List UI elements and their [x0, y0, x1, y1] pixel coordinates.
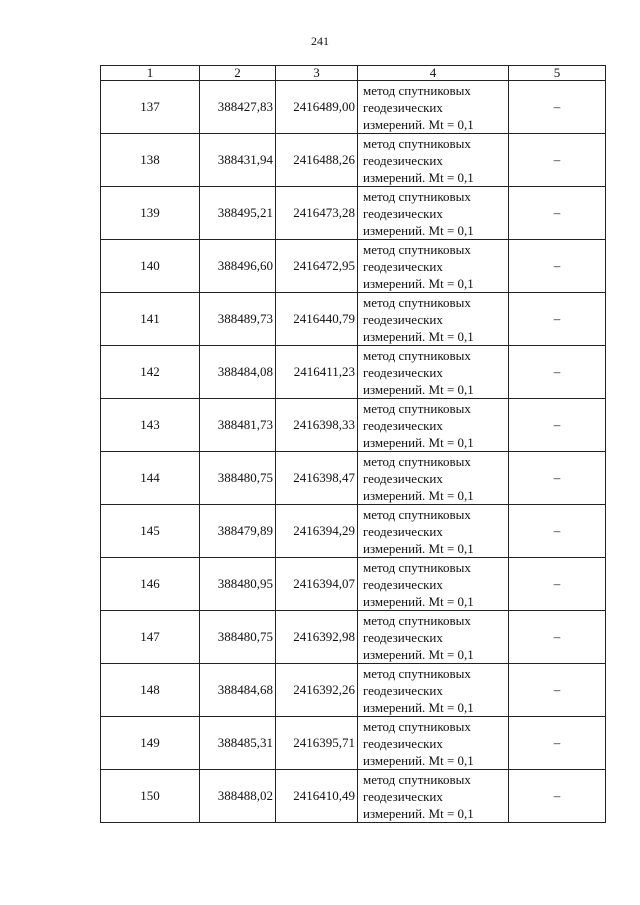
method-line: метод спутниковых: [363, 506, 471, 522]
x-coordinate-cell: 388484,08: [200, 346, 276, 399]
method-line: геодезических: [363, 152, 443, 168]
point-number-cell: 138: [101, 134, 200, 187]
page-number: 241: [311, 34, 329, 48]
method-cell: [358, 664, 509, 717]
method-cell: [358, 346, 509, 399]
method-line: метод спутниковых: [363, 612, 471, 628]
point-number-cell: 146: [101, 558, 200, 611]
method-line: геодезических: [363, 470, 443, 486]
y-coordinate-cell: 2416394,29: [276, 505, 358, 558]
y-coordinate-cell: 2416398,33: [276, 399, 358, 452]
x-coordinate-cell: 388488,02: [200, 770, 276, 823]
method-cell: [358, 717, 509, 770]
note-cell: –: [509, 505, 606, 558]
method-line: измерений. Mt = 0,1: [363, 540, 474, 556]
method-line: измерений. Mt = 0,1: [363, 116, 474, 132]
x-coordinate-cell: 388480,75: [200, 611, 276, 664]
y-coordinate-cell: 2416440,79: [276, 293, 358, 346]
note-cell: –: [509, 452, 606, 505]
header-col-1: 1: [101, 66, 200, 81]
point-number-cell: 145: [101, 505, 200, 558]
table-row: [101, 81, 606, 134]
y-coordinate-cell: 2416411,23: [276, 346, 358, 399]
method-line: геодезических: [363, 311, 443, 327]
method-line: измерений. Mt = 0,1: [363, 805, 474, 821]
method-line: измерений. Mt = 0,1: [363, 381, 474, 397]
method-line: метод спутниковых: [363, 665, 471, 681]
x-coordinate-cell: 388480,95: [200, 558, 276, 611]
y-coordinate-cell: 2416395,71: [276, 717, 358, 770]
y-coordinate-cell: 2416488,26: [276, 134, 358, 187]
table-row: [101, 611, 606, 664]
note-cell: –: [509, 81, 606, 134]
table-row: [101, 664, 606, 717]
method-line: метод спутниковых: [363, 718, 471, 734]
table-row: [101, 134, 606, 187]
point-number-cell: 149: [101, 717, 200, 770]
point-number-cell: 141: [101, 293, 200, 346]
note-cell: –: [509, 399, 606, 452]
method-cell: [358, 770, 509, 823]
y-coordinate-cell: 2416398,47: [276, 452, 358, 505]
y-coordinate-cell: 2416472,95: [276, 240, 358, 293]
method-line: геодезических: [363, 788, 443, 804]
method-line: метод спутниковых: [363, 771, 471, 787]
method-cell: [358, 611, 509, 664]
method-cell: [358, 452, 509, 505]
table-row: [101, 399, 606, 452]
method-line: геодезических: [363, 258, 443, 274]
point-number-cell: 144: [101, 452, 200, 505]
method-line: метод спутниковых: [363, 347, 471, 363]
x-coordinate-cell: 388431,94: [200, 134, 276, 187]
method-line: метод спутниковых: [363, 400, 471, 416]
x-coordinate-cell: 388427,83: [200, 81, 276, 134]
table-row: [101, 240, 606, 293]
point-number-cell: 143: [101, 399, 200, 452]
point-number-cell: 147: [101, 611, 200, 664]
x-coordinate-cell: 388481,73: [200, 399, 276, 452]
note-cell: –: [509, 293, 606, 346]
method-line: измерений. Mt = 0,1: [363, 646, 474, 662]
method-cell: [358, 505, 509, 558]
method-line: измерений. Mt = 0,1: [363, 699, 474, 715]
note-cell: –: [509, 134, 606, 187]
method-line: геодезических: [363, 735, 443, 751]
note-cell: –: [509, 770, 606, 823]
point-number-cell: 142: [101, 346, 200, 399]
x-coordinate-cell: 388485,31: [200, 717, 276, 770]
note-cell: –: [509, 187, 606, 240]
note-cell: –: [509, 558, 606, 611]
note-cell: –: [509, 664, 606, 717]
method-line: измерений. Mt = 0,1: [363, 328, 474, 344]
method-cell: [358, 81, 509, 134]
header-col-3: 3: [276, 66, 358, 81]
table-row: [101, 558, 606, 611]
method-cell: [358, 293, 509, 346]
x-coordinate-cell: 388495,21: [200, 187, 276, 240]
method-line: метод спутниковых: [363, 188, 471, 204]
point-number-cell: 140: [101, 240, 200, 293]
method-line: геодезических: [363, 417, 443, 433]
method-line: геодезических: [363, 364, 443, 380]
method-line: метод спутниковых: [363, 559, 471, 575]
note-cell: –: [509, 717, 606, 770]
method-line: метод спутниковых: [363, 294, 471, 310]
method-line: измерений. Mt = 0,1: [363, 275, 474, 291]
method-cell: [358, 399, 509, 452]
x-coordinate-cell: 388480,75: [200, 452, 276, 505]
note-cell: –: [509, 611, 606, 664]
x-coordinate-cell: 388489,73: [200, 293, 276, 346]
method-cell: [358, 558, 509, 611]
method-line: геодезических: [363, 629, 443, 645]
table-row: [101, 452, 606, 505]
table-header-row: [101, 66, 606, 81]
y-coordinate-cell: 2416473,28: [276, 187, 358, 240]
method-line: геодезических: [363, 523, 443, 539]
method-line: измерений. Mt = 0,1: [363, 752, 474, 768]
table-row: [101, 505, 606, 558]
y-coordinate-cell: 2416392,98: [276, 611, 358, 664]
table-row: [101, 293, 606, 346]
table-body: [101, 81, 606, 823]
table-row: [101, 717, 606, 770]
method-cell: [358, 240, 509, 293]
method-line: метод спутниковых: [363, 453, 471, 469]
coordinates-table: [100, 65, 606, 823]
note-cell: –: [509, 240, 606, 293]
x-coordinate-cell: 388484,68: [200, 664, 276, 717]
note-cell: –: [509, 346, 606, 399]
header-col-5: 5: [509, 66, 606, 81]
method-line: измерений. Mt = 0,1: [363, 169, 474, 185]
method-line: геодезических: [363, 682, 443, 698]
y-coordinate-cell: 2416394,07: [276, 558, 358, 611]
table-row: [101, 770, 606, 823]
table-row: [101, 346, 606, 399]
method-cell: [358, 187, 509, 240]
y-coordinate-cell: 2416489,00: [276, 81, 358, 134]
point-number-cell: 137: [101, 81, 200, 134]
y-coordinate-cell: 2416410,49: [276, 770, 358, 823]
x-coordinate-cell: 388479,89: [200, 505, 276, 558]
method-cell: [358, 134, 509, 187]
method-line: геодезических: [363, 99, 443, 115]
point-number-cell: 150: [101, 770, 200, 823]
x-coordinate-cell: 388496,60: [200, 240, 276, 293]
method-line: метод спутниковых: [363, 82, 471, 98]
y-coordinate-cell: 2416392,26: [276, 664, 358, 717]
method-line: измерений. Mt = 0,1: [363, 222, 474, 238]
method-line: метод спутниковых: [363, 241, 471, 257]
method-line: геодезических: [363, 205, 443, 221]
header-col-2: 2: [200, 66, 276, 81]
method-line: метод спутниковых: [363, 135, 471, 151]
method-line: измерений. Mt = 0,1: [363, 487, 474, 503]
method-line: геодезических: [363, 576, 443, 592]
method-line: измерений. Mt = 0,1: [363, 593, 474, 609]
header-col-4: 4: [358, 66, 509, 81]
table-row: [101, 187, 606, 240]
point-number-cell: 148: [101, 664, 200, 717]
method-line: измерений. Mt = 0,1: [363, 434, 474, 450]
point-number-cell: 139: [101, 187, 200, 240]
